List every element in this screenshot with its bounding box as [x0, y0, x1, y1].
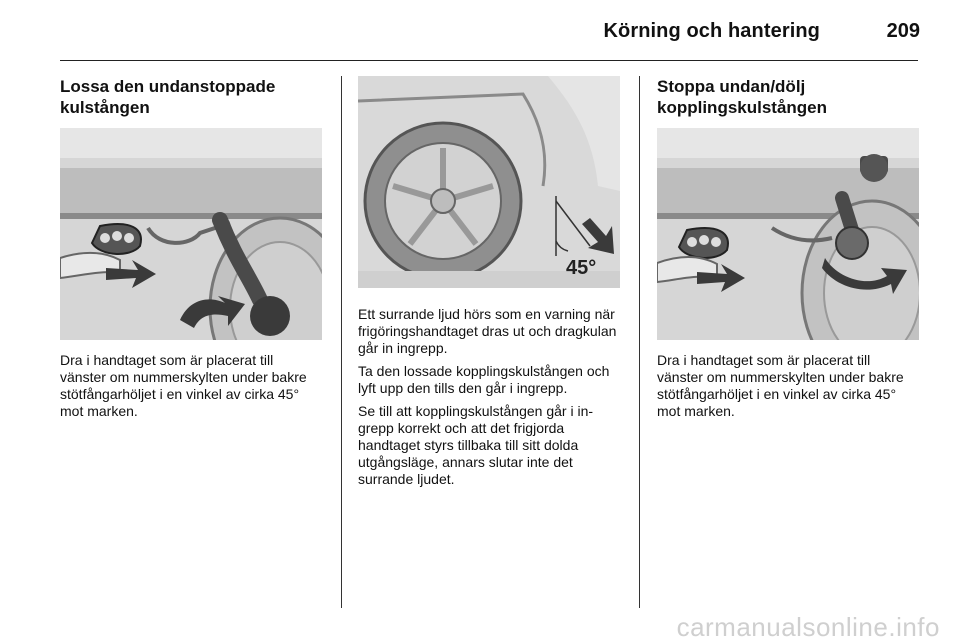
section-heading-release: Lossa den undanstoppade kulstången — [60, 77, 276, 117]
header-rule — [60, 60, 918, 61]
page-number: 209 — [886, 20, 920, 42]
column-stow-ball-bar — [657, 76, 919, 420]
paragraph-lift-bar: Ta den lossade kopplingskulstången och lyft upp den tills den går i ingrepp. — [358, 363, 610, 396]
paragraph-warning-sound: Ett surrande ljud hörs som en varning när frigöringshandtaget dras ut och dragkulan går in ingrepp. — [358, 306, 617, 356]
running-header-title: Körning och hantering — [603, 20, 820, 42]
figure-angle-45 — [358, 76, 620, 288]
figure-angle-illustration — [358, 76, 620, 288]
column-divider-2 — [639, 76, 640, 608]
caption-release: Dra i handtaget som är placerat till vänster om nummerskylten under bakre stötfångarhöljet i en vinkel av cirka 45° mot marken. — [60, 352, 307, 419]
figure-pull-handle — [60, 128, 322, 340]
caption-stow: Dra i handtaget som är placerat till vänster om nummerskylten under bakre stötfångarhöljet i en vinkel av cirka 45° mot marken. — [657, 352, 904, 419]
paragraph-ensure-engaged: Se till att kopplingskulstången går i in-grepp korrekt och att det frigjorda handtaget styrs tillbaka till sitt dolda utgångsläge, annars slutar inte det surrande ljudet. — [358, 403, 594, 487]
section-heading-stow: Stoppa undan/dölj kopplingskulstången — [657, 77, 828, 117]
column-release-ball-bar — [60, 76, 322, 420]
page-header — [0, 0, 960, 60]
figure-pull-handle-illustration — [60, 128, 322, 340]
engage-text — [358, 306, 620, 488]
watermark: carmanualsonline.info — [676, 612, 940, 642]
column-divider-1 — [341, 76, 342, 608]
figure-stow-bar — [657, 128, 919, 340]
figure-stow-illustration — [657, 128, 919, 340]
angle-label: 45° — [566, 257, 597, 279]
column-engage-info — [358, 76, 620, 488]
